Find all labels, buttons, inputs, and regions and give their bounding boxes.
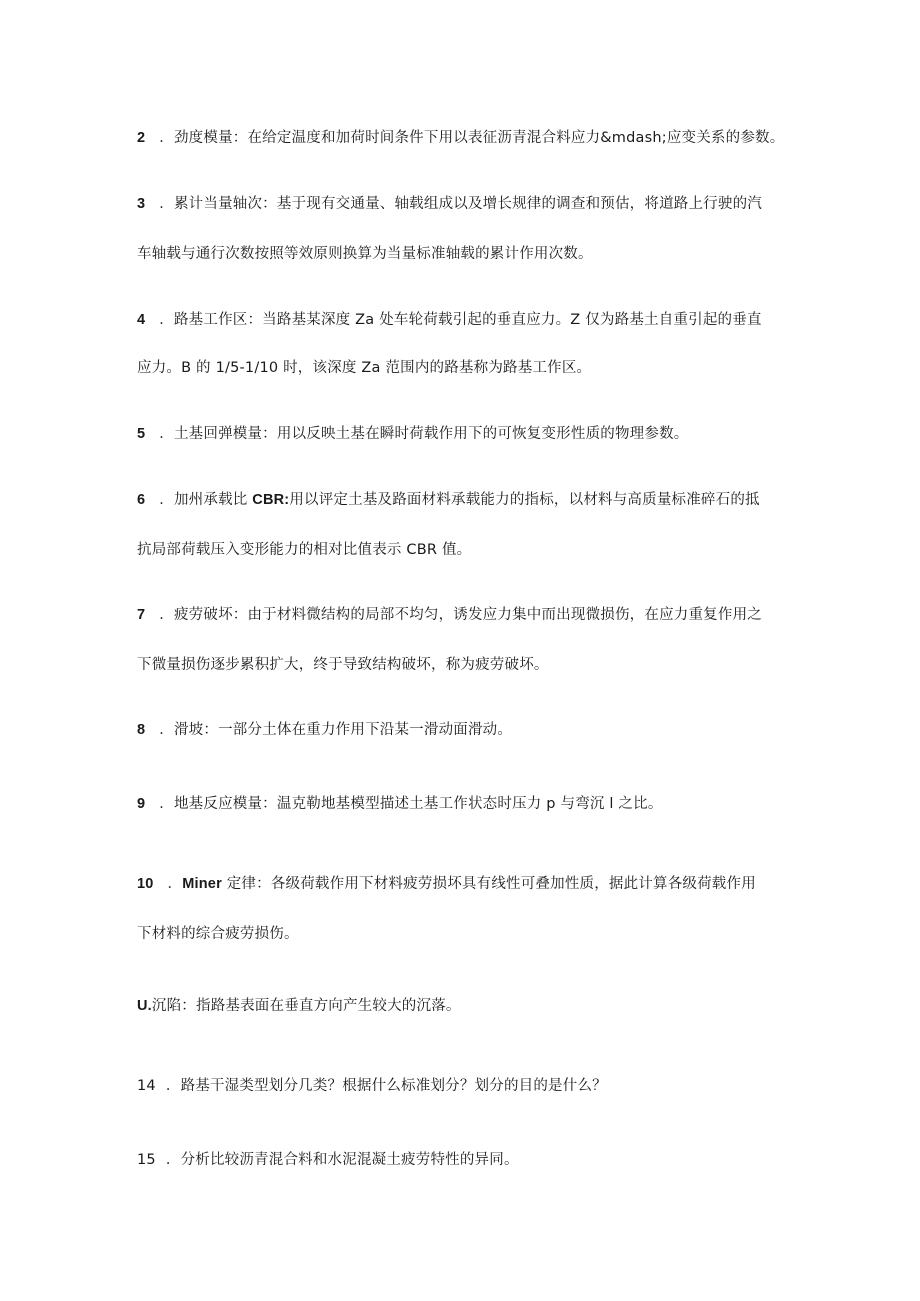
item-text: 路基干湿类型划分几类？根据什么标准划分？划分的目的是什么？ [180, 1078, 607, 1094]
item-7-continuation: 下微量损伤逐步累积扩大，终于导致结构破坏，称为疲劳破坏。 [137, 657, 549, 673]
item-separator: ． [159, 196, 174, 212]
item-text: 路基工作区：当路基某深度 Za 处车轮荷载引起的垂直应力。Z 仅为路基土自重引起的垂直 [173, 312, 762, 328]
item-bold-term: CBR: [252, 492, 290, 508]
item-text: 滑坡：一部分土体在重力作用下沿某一滑动面滑动。 [173, 722, 513, 738]
item-separator: ． [159, 312, 174, 328]
item-number: 2 [137, 130, 146, 146]
item-number: 14 [137, 1078, 156, 1094]
item-bold-term: Miner [182, 876, 222, 892]
item-10 [137, 874, 756, 894]
item-2 [137, 128, 784, 148]
item-11 [137, 996, 461, 1016]
item-number: 5 [137, 426, 146, 442]
item-text: 分析比较沥青混合料和水泥混凝土疲劳特性的异同。 [180, 1152, 519, 1168]
item-number: 3 [137, 196, 146, 212]
item-10-continuation: 下材料的综合疲劳损伤。 [137, 926, 299, 942]
item-text: 沉陷：指路基表面在垂直方向产生较大的沉落。 [151, 998, 461, 1014]
item-15 [137, 1150, 519, 1170]
item-number: 6 [137, 492, 146, 508]
item-lead-text: 加州承载比 [173, 492, 253, 508]
item-number: 15 [137, 1152, 156, 1168]
item-number: 9 [137, 796, 146, 812]
item-separator: ． [165, 1152, 181, 1168]
item-separator: ． [159, 426, 174, 442]
item-text: 地基反应模量：温克勒地基模型描述土基工作状态时压力 p 与弯沉 l 之比。 [173, 796, 663, 812]
item-text: 疲劳破坏：由于材料微结构的局部不均匀，诱发应力集中而出现微损伤，在应力重复作用之 [173, 607, 762, 623]
item-separator: ． [159, 492, 174, 508]
item-number: 10 [137, 876, 154, 892]
item-8 [137, 720, 512, 740]
item-number: 7 [137, 607, 146, 623]
item-separator: ． [159, 722, 174, 738]
item-5 [137, 424, 688, 444]
item-3 [137, 194, 762, 214]
item-9 [137, 794, 663, 814]
item-separator: ． [165, 1078, 181, 1094]
item-separator: ． [159, 796, 174, 812]
item-text: 用以评定土基及路面材料承载能力的指标，以材料与高质量标准碎石的抵 [289, 492, 760, 508]
item-14 [137, 1076, 607, 1096]
item-number: 4 [137, 312, 146, 328]
item-4 [137, 310, 762, 330]
item-separator: ． [159, 130, 174, 146]
item-7 [137, 605, 762, 625]
item-text: 定律：各级荷载作用下材料疲劳损坏具有线性可叠加性质，据此计算各级荷载作用 [221, 876, 756, 892]
item-6 [137, 490, 760, 510]
item-separator: ． [167, 876, 183, 892]
item-text: 土基回弹模量：用以反映土基在瞬时荷载作用下的可恢复变形性质的物理参数。 [173, 426, 689, 442]
item-text: 劲度模量：在给定温度和加荷时间条件下用以表征沥青混合料应力&mdash;应变关系的参数。 [173, 130, 785, 146]
item-separator: ． [159, 607, 174, 623]
item-4-continuation: 应力。B 的 1/5-1/10 时，该深度 Za 范围内的路基称为路基工作区。 [137, 360, 592, 376]
item-text: 累计当量轴次：基于现有交通量、轴载组成以及增长规律的调查和预估，将道路上行驶的汽 [173, 196, 762, 212]
item-6-continuation: 抗局部荷载压入变形能力的相对比值表示 CBR 值。 [137, 542, 472, 558]
item-3-continuation: 车轴载与通行次数按照等效原则换算为当量标准轴载的累计作用次数。 [137, 246, 593, 262]
item-number: U. [137, 998, 152, 1014]
item-number: 8 [137, 722, 146, 738]
